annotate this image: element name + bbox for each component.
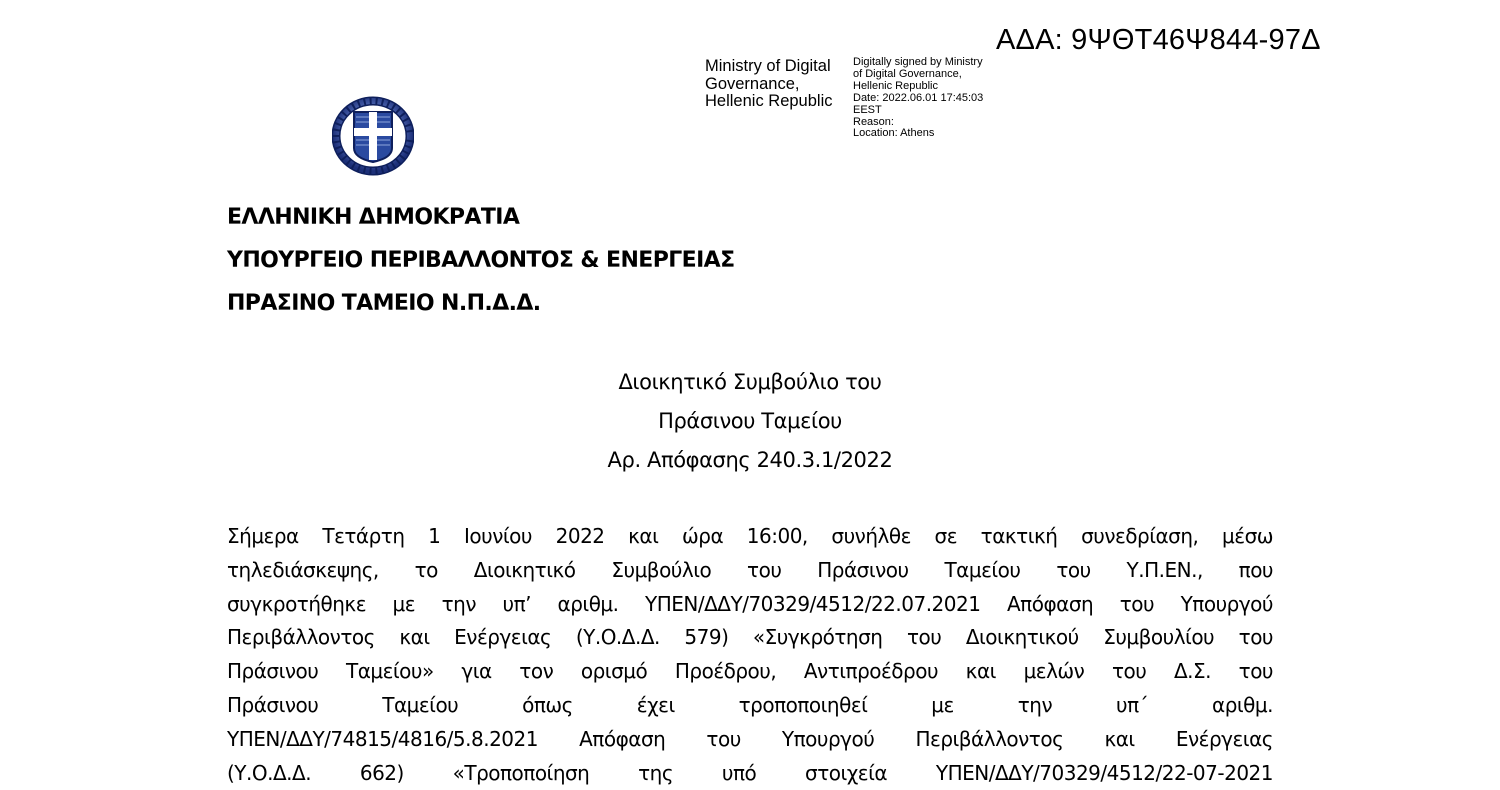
header-line-green-fund: ΠΡΑΣΙΝΟ ΤΑΜΕΙΟ Ν.Π.Δ.Δ. <box>227 291 541 316</box>
body-line: (Υ.Ο.Δ.Δ. 662) «Τροποποίηση της υπό στοιχεία ΥΠΕΝ/ΔΔΥ/70329/4512/22-07-2021 <box>227 760 1273 785</box>
ada-stamp: ΑΔΑ: 9ΨΘΤ46Ψ844-97Δ <box>996 24 1321 56</box>
signature-reason: Reason: <box>853 115 894 128</box>
decision-number: Αρ. Απόφασης 240.3.1/2022 <box>607 448 893 472</box>
signature-location: Location: Athens <box>853 127 935 140</box>
body-line: συγκροτήθηκε με την υπ’ αριθμ. ΥΠΕΝ/ΔΔΥ/70329/4512/22.07.2021 Απόφαση του Υπουργού <box>227 591 1273 616</box>
header-line-republic: ΕΛΛΗΝΙΚΗ ΔΗΜΟΚΡΑΤΙΑ <box>227 205 520 230</box>
body-line: Πράσινου Ταμείου» για τον ορισμό Προέδρου, Αντιπροέδρου και μελών του Δ.Σ. του <box>227 659 1273 684</box>
digital-signature-signer <box>705 58 832 111</box>
greek-coat-of-arms-icon <box>332 96 414 176</box>
signer-line: Ministry of Digital <box>705 57 831 75</box>
issuing-authority-header <box>227 196 735 325</box>
title-line-fund: Πράσινου Ταμείου <box>658 409 842 433</box>
signer-line: Governance, <box>705 74 800 93</box>
title-line-board: Διοικητικό Συμβούλιο του <box>618 370 882 394</box>
signature-detail-line: Digitally signed by Ministry <box>853 56 983 68</box>
body-line: ΥΠΕΝ/ΔΔΥ/74815/4816/5.8.2021 Απόφαση του Υπουργού Περιβάλλοντος και Ενέργειας <box>227 726 1273 751</box>
signature-detail-line: EEST <box>853 103 882 116</box>
body-line: Πράσινου Ταμείου όπως έχει τροποποιηθεί με την υπ΄ αριθμ. <box>227 692 1273 717</box>
signature-detail-line: of Digital Governance, <box>853 67 962 80</box>
header-line-ministry: ΥΠΟΥΡΓΕΙΟ ΠΕΡΙΒΑΛΛΟΝΤΟΣ & ΕΝΕΡΓΕΙΑΣ <box>227 248 735 273</box>
digital-signature-details <box>853 57 983 140</box>
body-line: Περιβάλλοντος και Ενέργειας (Υ.Ο.Δ.Δ. 579) «Συγκρότηση του Διοικητικού Συμβουλίου του <box>227 625 1273 650</box>
body-line: Σήμερα Τετάρτη 1 Ιουνίου 2022 και ώρα 16:00, συνήλθε σε τακτική συνεδρίαση, μέσω <box>227 524 1273 548</box>
decision-title-block <box>450 363 1050 480</box>
signature-date: Date: 2022.06.01 17:45:03 <box>853 91 984 104</box>
signature-detail-line: Hellenic Republic <box>853 79 938 92</box>
signer-line: Hellenic Republic <box>705 92 833 110</box>
body-paragraph <box>227 520 1273 790</box>
body-line: τηλεδιάσκεψης, το Διοικητικό Συμβούλιο του Πράσινου Ταμείου του Υ.Π.ΕΝ., που <box>227 557 1273 582</box>
